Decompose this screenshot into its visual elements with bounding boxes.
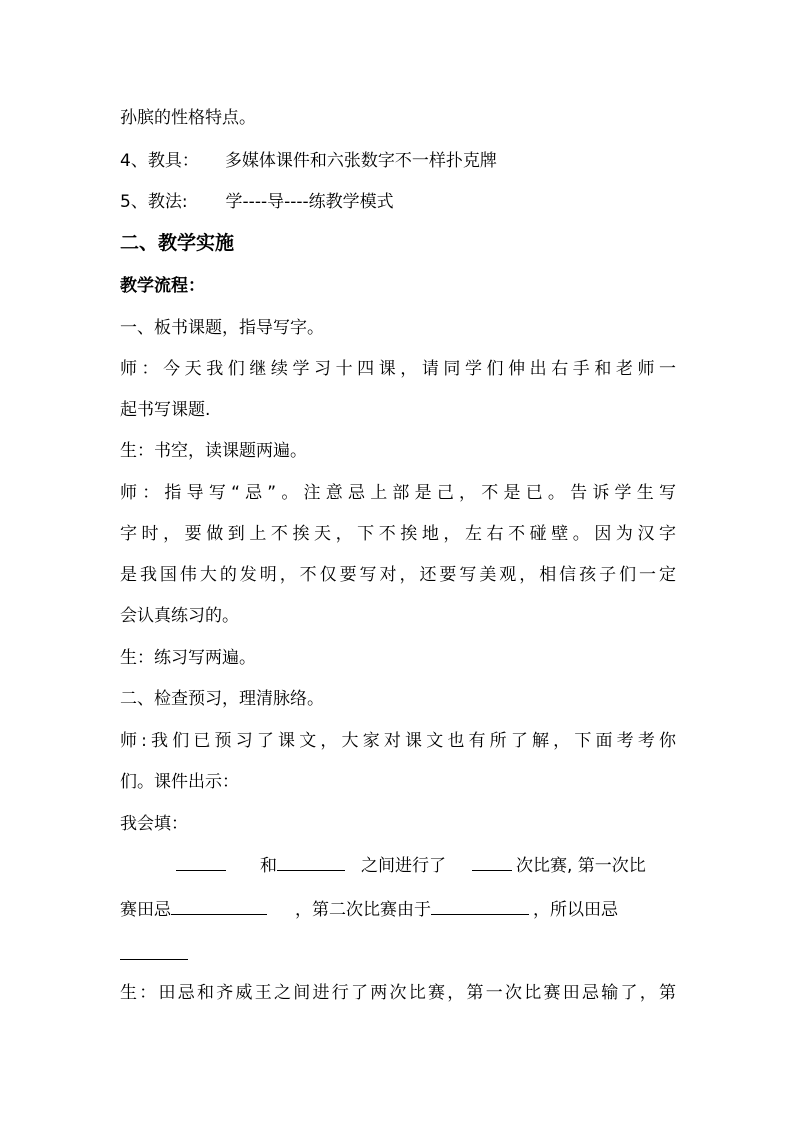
blank-text: ，所以田忌 bbox=[533, 900, 618, 920]
subheading: 教学流程： bbox=[120, 276, 205, 296]
blank-text: ，第二次比赛由于 bbox=[295, 900, 431, 920]
paragraph-line: 生：田忌和齐威王之间进行了两次比赛，第一次比赛田忌输了，第 bbox=[120, 983, 676, 1003]
paragraph-line: 师：指导写“忌”。注意忌上部是己，不是已。告诉学生写 bbox=[120, 483, 676, 503]
section-heading: 二、教学实施 bbox=[120, 232, 235, 254]
text-line: 孙膑的性格特点。 bbox=[120, 108, 256, 128]
text-line bbox=[120, 191, 394, 213]
item-number: 5、教法: bbox=[120, 192, 188, 212]
paragraph-line: 师：今天我们继续学习十四课，请同学们伸出右手和老师一 bbox=[120, 359, 676, 379]
answer-blank[interactable] bbox=[176, 856, 226, 871]
text-line: 生：书空，读课题两遍。 bbox=[120, 441, 307, 461]
blank-text: 之间进行了 bbox=[361, 856, 446, 876]
paragraph-line: 是我国伟大的发明，不仅要写对，还要写美观，相信孩子们一定 bbox=[120, 565, 676, 585]
paragraph-line: 起书写课题. bbox=[120, 400, 211, 420]
fill-blank-line bbox=[120, 899, 618, 921]
text-line: 生：练习写两遍。 bbox=[120, 648, 256, 668]
paragraph-line: 会认真练习的。 bbox=[120, 606, 239, 626]
blank-text: 赛田忌 bbox=[120, 900, 171, 920]
answer-blank[interactable] bbox=[171, 900, 267, 915]
item-text: 学----导----练教学模式 bbox=[225, 192, 394, 212]
item-text: 多媒体课件和六张数字不一样扑克牌 bbox=[224, 151, 497, 171]
paragraph-line: 字时，要做到上不挨天，下不挨地，左右不碰壁。因为汉字 bbox=[120, 524, 676, 544]
answer-blank[interactable] bbox=[120, 945, 188, 960]
fill-blank-line bbox=[120, 944, 188, 966]
text-line: 一、板书课题，指导写字。 bbox=[120, 318, 324, 338]
answer-blank[interactable] bbox=[472, 856, 512, 871]
answer-blank[interactable] bbox=[431, 900, 529, 915]
answer-blank[interactable] bbox=[277, 856, 345, 871]
text-line: 我会填： bbox=[120, 814, 188, 834]
fill-blank-line bbox=[120, 855, 646, 877]
blank-text: 和 bbox=[260, 856, 277, 876]
blank-text: 次比赛, 第一次比 bbox=[516, 856, 646, 876]
paragraph-line: 们。课件出示： bbox=[120, 772, 239, 792]
item-number: 4、教具： bbox=[120, 151, 199, 171]
text-line: 二、检查预习，理清脉络。 bbox=[120, 689, 324, 709]
text-line bbox=[120, 150, 497, 172]
paragraph-line: 师:我们已预习了课文，大家对课文也有所了解，下面考考你 bbox=[120, 731, 676, 751]
